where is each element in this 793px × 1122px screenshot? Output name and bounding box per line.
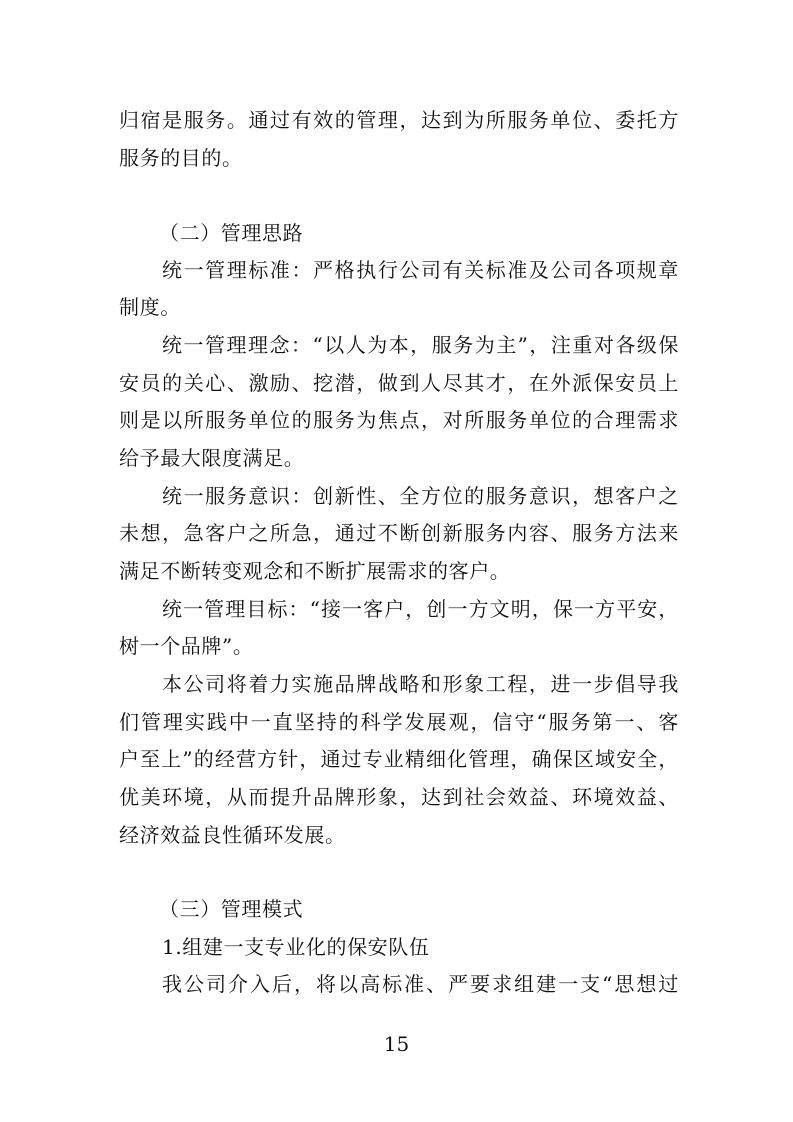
paragraph-line: 给予最大限度满足。 bbox=[119, 446, 305, 470]
paragraph-line: 统一管理标准：严格执行公司有关标准及公司各项规章 bbox=[162, 258, 679, 282]
section-heading: （三）管理模式 bbox=[159, 897, 304, 921]
paragraph-line: 统一管理理念：“以人为本，服务为主”，注重对各级保 bbox=[162, 333, 679, 357]
paragraph-line: 制度。 bbox=[119, 295, 181, 319]
section-heading: （二）管理思路 bbox=[159, 221, 304, 245]
paragraph-line: 未想，急客户之所急，通过不断创新服务内容、服务方法来 bbox=[119, 521, 679, 545]
paragraph-line: 安员的关心、激励、挖潜，做到人尽其才，在外派保安员上 bbox=[119, 371, 679, 395]
paragraph-line: 满足不断转变观念和不断扩展需求的客户。 bbox=[119, 559, 511, 583]
page-number: 15 bbox=[383, 1032, 410, 1056]
paragraph-line: 优美环境，从而提升品牌形象，达到社会效益、环境效益、 bbox=[119, 785, 679, 809]
paragraph-line: 们管理实践中一直坚持的科学发展观，信守“服务第一、客 bbox=[119, 710, 679, 734]
subsection-heading: 1.组建一支专业化的保安队伍 bbox=[162, 935, 430, 959]
paragraph-line: 户至上”的经营方针，通过专业精细化管理，确保区域安全， bbox=[119, 747, 679, 771]
paragraph-line: 则是以所服务单位的服务为焦点，对所服务单位的合理需求 bbox=[119, 408, 679, 432]
paragraph-line: 树一个品牌”。 bbox=[119, 634, 254, 658]
paragraph-line: 本公司将着力实施品牌战略和形象工程，进一步倡导我 bbox=[162, 672, 679, 696]
paragraph-line: 我公司介入后，将以高标准、严要求组建一支“思想过 bbox=[162, 972, 679, 996]
paragraph-line: 归宿是服务。通过有效的管理，达到为所服务单位、委托方 bbox=[119, 108, 679, 132]
paragraph-line: 统一管理目标：“接一客户，创一方文明，保一方平安， bbox=[162, 597, 679, 621]
paragraph-line: 经济效益良性循环发展。 bbox=[119, 823, 346, 847]
paragraph-line: 服务的目的。 bbox=[119, 146, 243, 170]
paragraph-line: 统一服务意识：创新性、全方位的服务意识，想客户之 bbox=[162, 484, 679, 508]
